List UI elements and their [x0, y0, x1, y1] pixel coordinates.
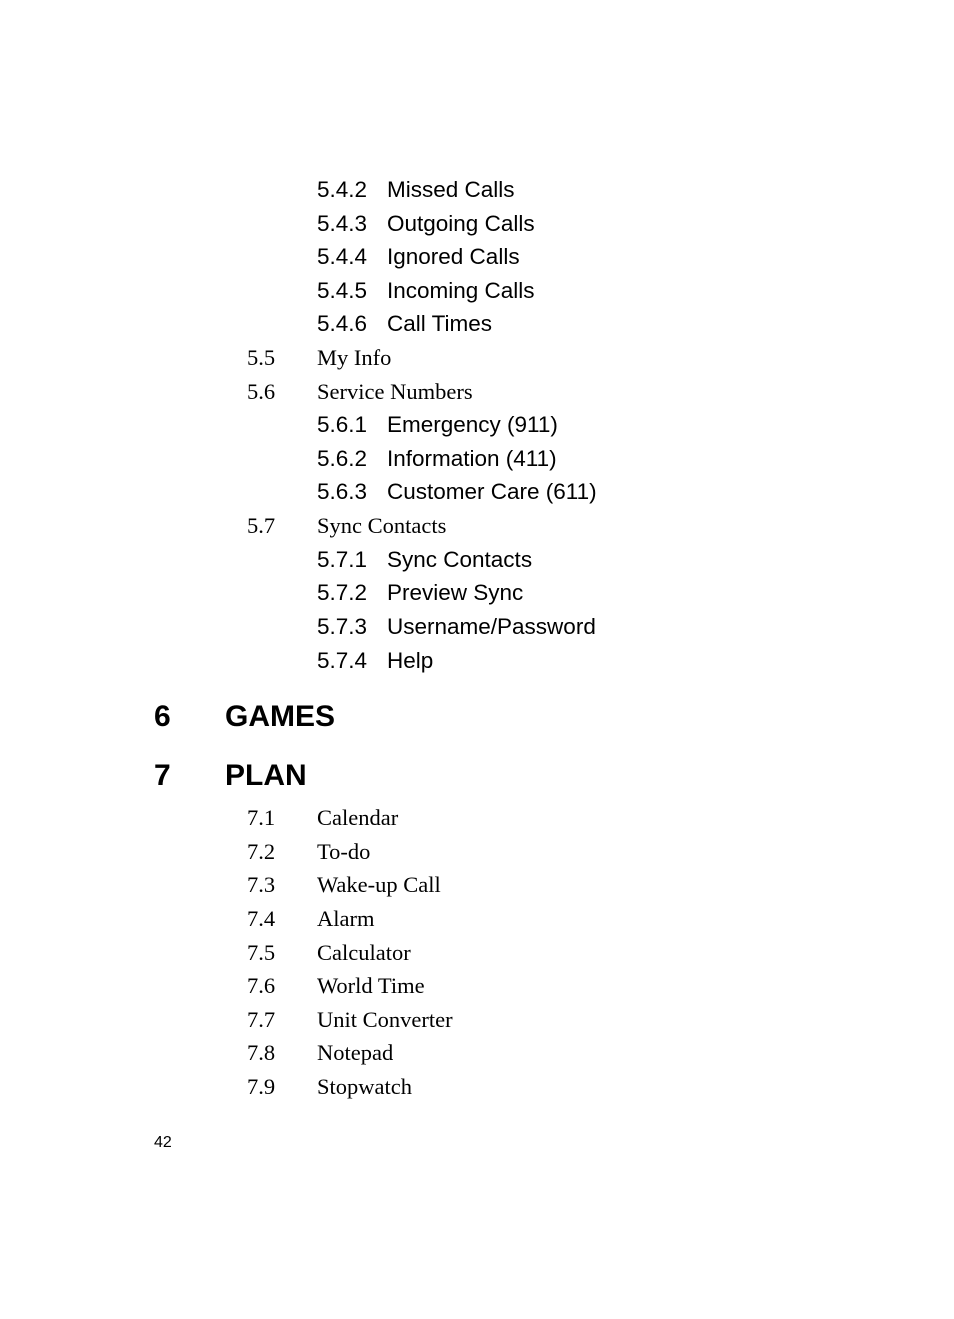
entry-number: 5.6.1 [317, 412, 368, 437]
entry-number: 5.7.1 [317, 547, 368, 572]
entry-title: Alarm [317, 906, 375, 931]
entry-number: 7.4 [247, 906, 276, 931]
entry-number: 5.6.2 [317, 446, 368, 471]
entry-title: Outgoing Calls [387, 211, 535, 236]
entry-title: Calculator [317, 940, 411, 965]
entry-title: Call Times [387, 311, 493, 336]
entry-number: 7.8 [247, 1040, 276, 1065]
entry-number: 7.3 [247, 872, 276, 897]
entry-title: GAMES [225, 700, 336, 733]
entry-title: Information (411) [387, 446, 557, 471]
entry-title: World Time [317, 973, 425, 998]
entry-number: 5.7 [247, 513, 276, 538]
entry-number: 7.5 [247, 940, 276, 965]
entry-number: 7.7 [247, 1007, 276, 1032]
entry-number: 7 [154, 759, 171, 792]
entry-title: Missed Calls [387, 177, 515, 202]
entry-number: 5.4.6 [317, 311, 368, 336]
entry-number: 7.9 [247, 1074, 276, 1099]
entry-number: 7.6 [247, 973, 276, 998]
entry-title: Notepad [317, 1040, 394, 1065]
entry-number: 7.1 [247, 805, 276, 830]
entry-title: Wake-up Call [317, 872, 441, 897]
entry-number: 5.4.5 [317, 278, 368, 303]
entry-title: To-do [317, 839, 371, 864]
entry-number: 7.2 [247, 839, 276, 864]
entry-title: Sync Contacts [317, 513, 447, 538]
entry-number: 5.6 [247, 379, 276, 404]
entry-title: Unit Converter [317, 1007, 453, 1032]
entry-number: 5.4.4 [317, 244, 368, 269]
entry-number: 6 [154, 700, 171, 733]
entry-title: Help [387, 648, 434, 673]
entry-number: 5.6.3 [317, 479, 368, 504]
page-number: 42 [154, 1134, 172, 1151]
entry-title: Sync Contacts [387, 547, 533, 572]
entry-number: 5.7.3 [317, 614, 368, 639]
entry-number: 5.7.2 [317, 580, 368, 605]
entry-number: 5.5 [247, 345, 276, 370]
entry-title: Username/Password [387, 614, 596, 639]
entry-title: Preview Sync [387, 580, 524, 605]
entry-title: Customer Care (611) [387, 479, 597, 504]
entry-title: Incoming Calls [387, 278, 535, 303]
entry-title: Stopwatch [317, 1074, 412, 1099]
entry-title: My Info [317, 345, 392, 370]
entry-title: Ignored Calls [387, 244, 520, 269]
entry-title: Emergency (911) [387, 412, 558, 437]
entry-title: PLAN [225, 759, 307, 792]
entry-title: Calendar [317, 805, 399, 830]
entry-title: Service Numbers [317, 379, 473, 404]
entry-number: 5.4.3 [317, 211, 368, 236]
entry-number: 5.7.4 [317, 648, 368, 673]
entry-number: 5.4.2 [317, 177, 368, 202]
